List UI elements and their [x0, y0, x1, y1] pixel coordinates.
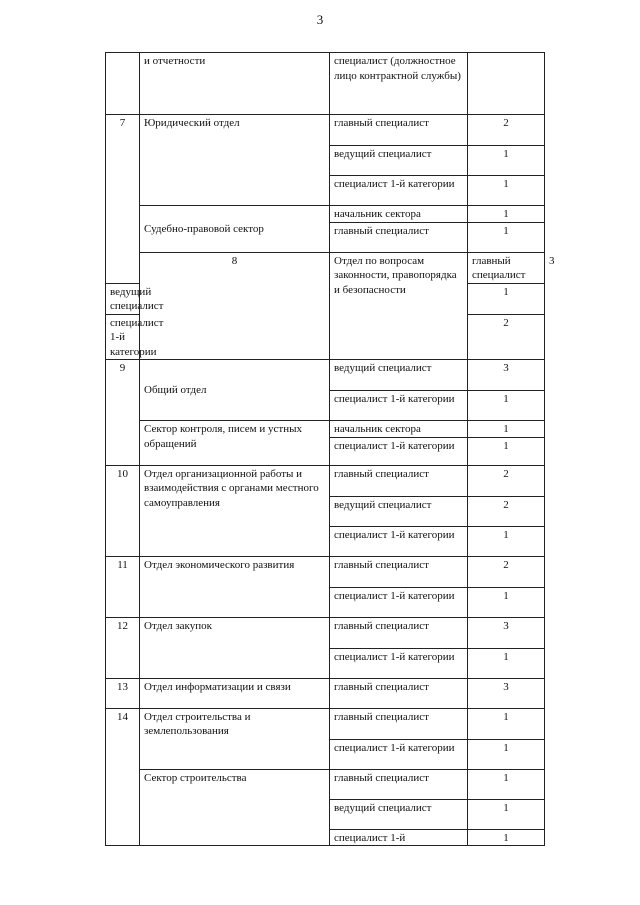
staff-count: 1 [468, 648, 545, 678]
position-title: начальник сектора [330, 421, 468, 438]
staff-count: 3 [468, 360, 545, 391]
table-row [106, 556, 545, 587]
staff-count: 1 [468, 587, 545, 617]
position-title: ведущий специалист [106, 283, 140, 314]
position-title: ведущий специалист [330, 360, 468, 391]
table-row [106, 678, 545, 708]
table-row [106, 360, 545, 391]
unit-name: Отдел закупок [140, 617, 330, 678]
section-number [106, 53, 140, 115]
position-title: главный специалист [330, 556, 468, 587]
unit-name: Отдел экономического развития [140, 556, 330, 617]
section-number: 11 [106, 556, 140, 617]
staff-count: 1 [468, 283, 545, 314]
unit-name: Отдел строительства и землепользования [140, 708, 330, 769]
position-title: главный специалист [330, 222, 468, 252]
section-number: 7 [106, 115, 140, 284]
table-row [106, 617, 545, 648]
position-title: специалист 1-й категории [106, 314, 140, 360]
table-row [106, 421, 545, 438]
staff-count: 2 [468, 465, 545, 496]
position-title: главный специалист [330, 678, 468, 708]
staff-count: 1 [468, 799, 545, 829]
section-number: 10 [106, 465, 140, 556]
position-title: главный специалист [330, 465, 468, 496]
position-title: специалист 1-й категории [330, 526, 468, 556]
unit-name: Судебно-правовой сектор [140, 206, 330, 253]
page-number: 3 [316, 12, 324, 27]
position-title: специалист 1-й категории [330, 587, 468, 617]
position-title: главный специалист [330, 708, 468, 739]
staff-count: 1 [468, 176, 545, 206]
unit-name: Отдел информатизации и связи [140, 678, 330, 708]
table-row [106, 708, 545, 739]
position-title: ведущий специалист [330, 146, 468, 176]
position-title: специалист 1-й категории [330, 739, 468, 769]
section-number: 13 [106, 678, 140, 708]
staff-count: 1 [468, 222, 545, 252]
unit-name: и отчетности [140, 53, 330, 115]
staff-count: 2 [468, 314, 545, 360]
position-title: специалист 1-й категории [330, 391, 468, 421]
unit-name: Юридический отдел [140, 115, 330, 206]
position-title: начальник сектора [330, 206, 468, 223]
unit-name: Отдел организационной работы и взаимодействия с органами местного самоуправления [140, 465, 330, 556]
staff-count: 1 [468, 708, 545, 739]
position-title: главный специалист [330, 115, 468, 146]
position-title: специалист (должностное лицо контрактной службы) [330, 53, 468, 115]
position-title: специалист 1-й категории [330, 176, 468, 206]
staff-count: 1 [468, 146, 545, 176]
staff-count: 1 [468, 526, 545, 556]
position-title: специалист 1-й категории [330, 437, 468, 465]
unit-name: Общий отдел [140, 360, 330, 421]
section-number: 12 [106, 617, 140, 678]
table-row: 8 Отдел по вопросам законности, правопорядка и безопасности главный специалист 3 [106, 252, 545, 283]
staff-count: 1 [468, 769, 545, 799]
staff-count: 1 [468, 829, 545, 846]
staff-count: 1 [468, 739, 545, 769]
staff-count: 2 [468, 115, 545, 146]
position-title: специалист 1-й категории [330, 648, 468, 678]
table-row [106, 769, 545, 799]
staff-table [105, 52, 555, 846]
staff-count: 2 [468, 556, 545, 587]
position-title: главный специалист [330, 769, 468, 799]
section-number: 8 [140, 252, 330, 360]
section-number: 14 [106, 708, 140, 846]
staff-count: 1 [468, 421, 545, 438]
position-title: главный специалист [468, 252, 545, 283]
position-title: главный специалист [330, 617, 468, 648]
table-row [106, 465, 545, 496]
staff-count: 1 [468, 437, 545, 465]
staff-count: 1 [468, 391, 545, 421]
position-title: ведущий специалист [330, 799, 468, 829]
staff-count [468, 53, 545, 115]
table-row [106, 206, 545, 223]
unit-name: Сектор контроля, писем и устных обращений [140, 421, 330, 466]
staff-count: 2 [468, 496, 545, 526]
staff-count: 3 [468, 617, 545, 648]
section-number: 9 [106, 360, 140, 466]
table-row [106, 53, 545, 115]
unit-name: Сектор строительства [140, 769, 330, 846]
position-title: специалист 1-й [330, 829, 468, 846]
position-title: ведущий специалист [330, 496, 468, 526]
table-row [106, 115, 545, 146]
unit-name: Отдел по вопросам законности, правопорядка и безопасности [330, 252, 468, 360]
staff-count: 1 [468, 206, 545, 223]
staff-count: 3 [468, 678, 545, 708]
